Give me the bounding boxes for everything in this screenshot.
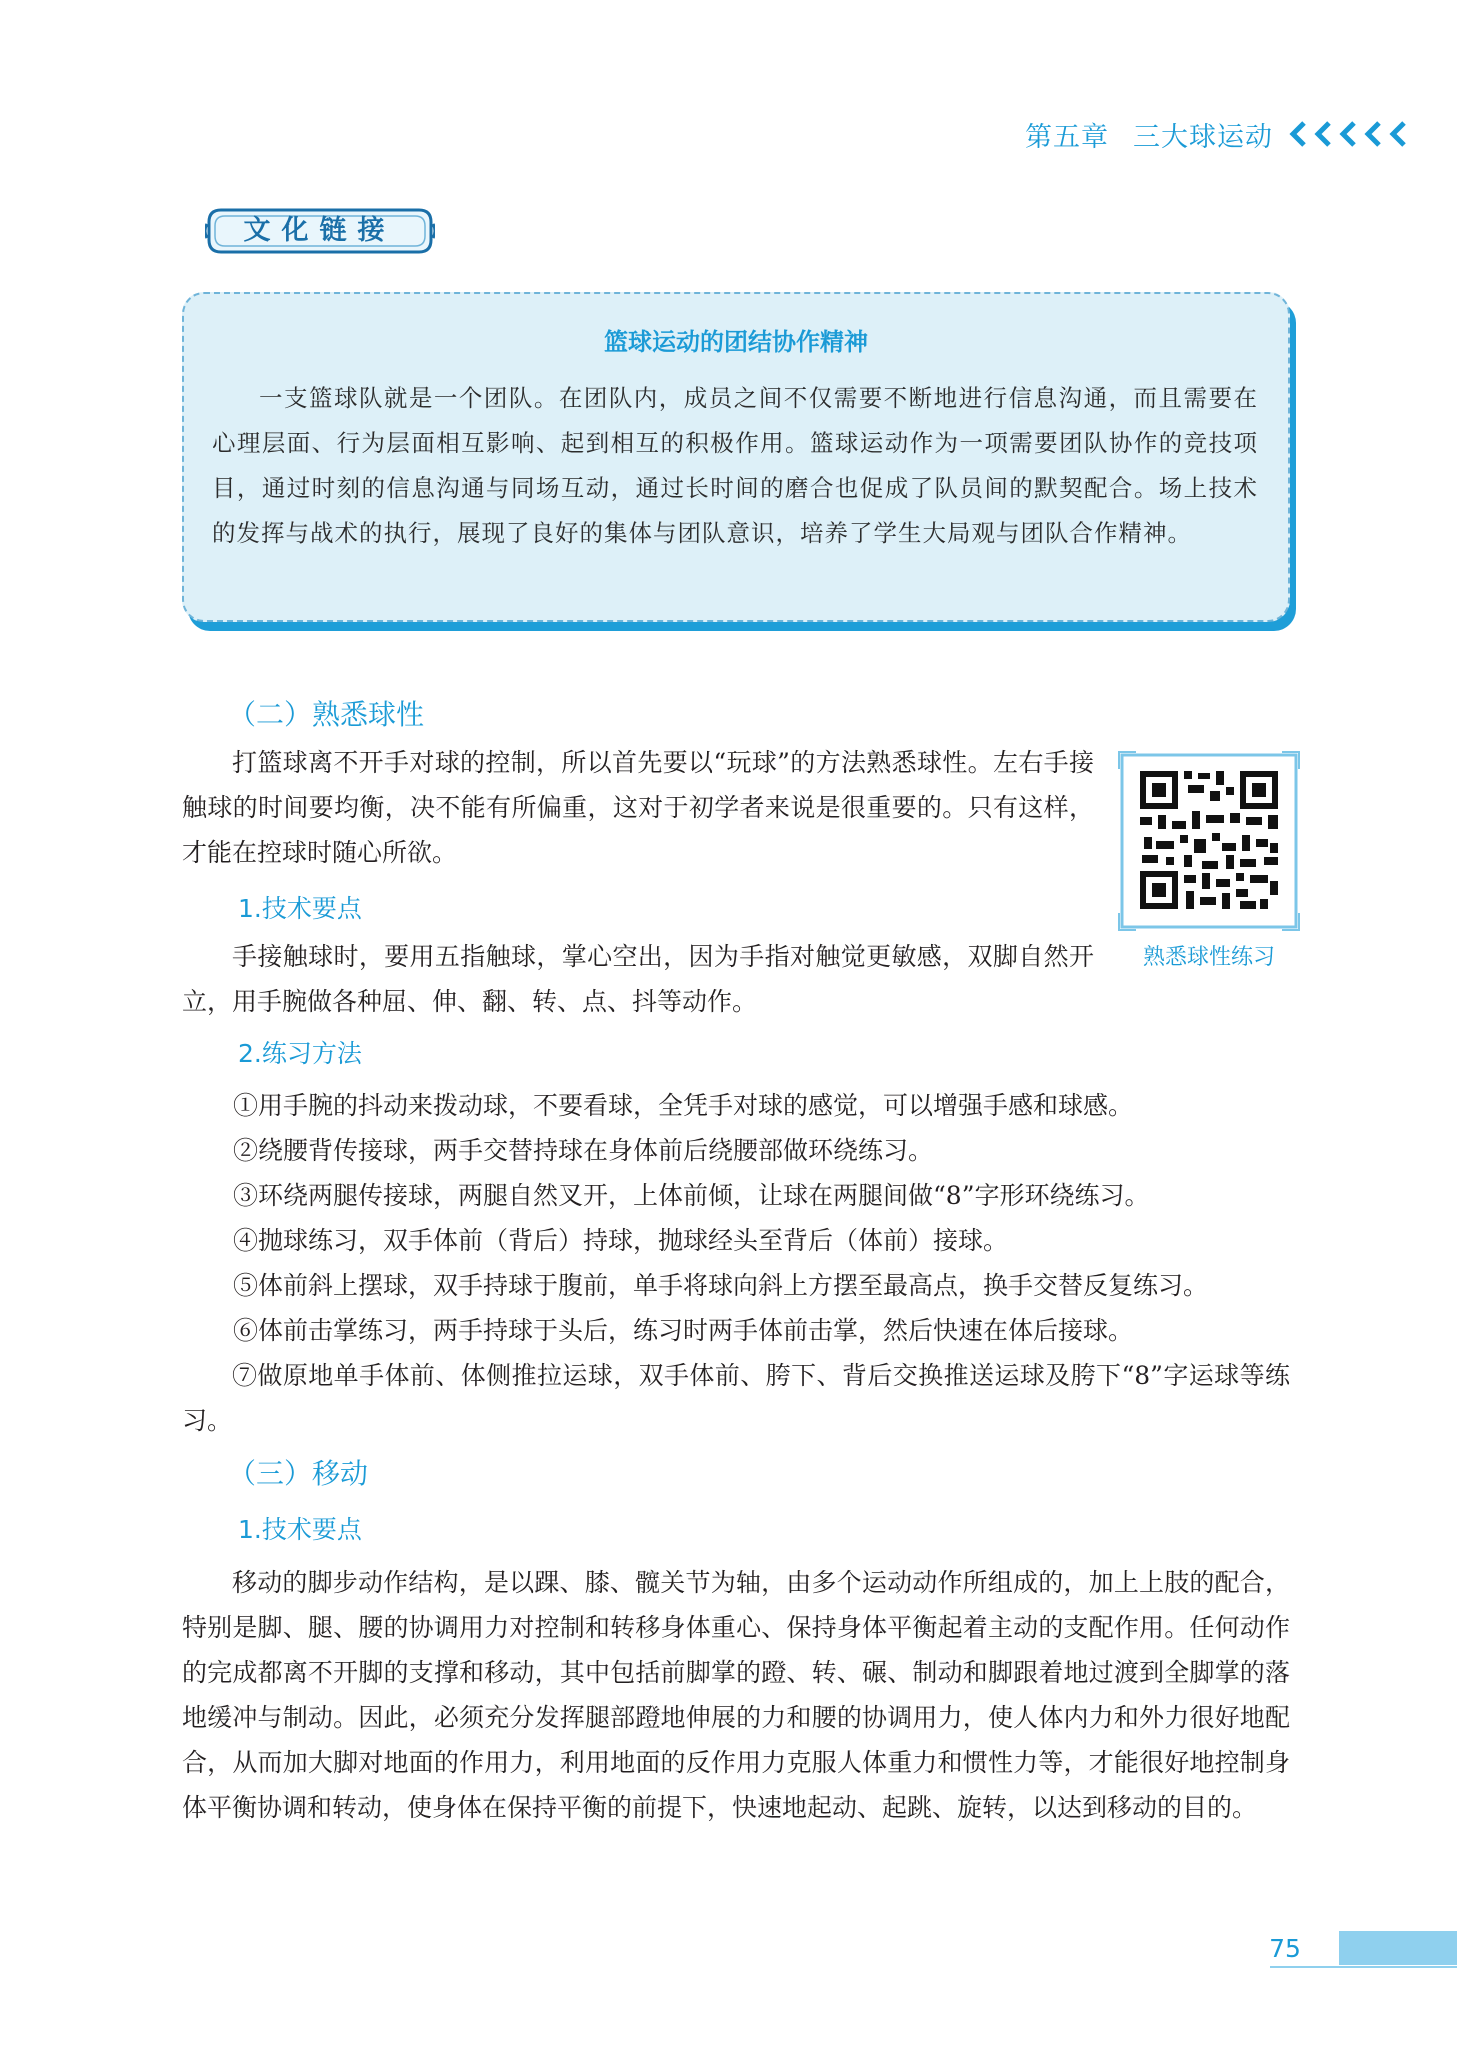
culture-link-title: 篮球运动的团结协作精神 (604, 328, 868, 356)
practice-item: ②绕腰背传接球，两手交替持球在身体前后绕腰部做环绕练习。 (233, 1136, 934, 1165)
page-number-bar (1339, 1931, 1457, 1965)
chevron-left-icon (1312, 120, 1334, 148)
practice-item: ⑦做原地单手体前、体侧推拉运球，双手体前、胯下、背后交换推送运球及胯下“8”字运球等练习。 (182, 1361, 1290, 1435)
chevron-left-icon (1387, 120, 1409, 148)
chevron-left-icon (1337, 120, 1359, 148)
culture-link-box (182, 292, 1290, 622)
tech-points-body: 手接触球时，要用五指触球，掌心空出，因为手指对触觉更敏感，双脚自然开立，用手腕做各种屈、伸、翻、转、点、抖等动作。 (182, 942, 1094, 1016)
movement-tech-body: 移动的脚步动作结构，是以踝、膝、髋关节为轴，由多个运动动作所组成的，加上上肢的配合，特别是脚、腿、腰的协调用力对控制和转移身体重心、保持身体平衡起着主动的支配作用。任何动作的完成都离不开脚的支撑和移动，其中包括前脚掌的蹬、转、碾、制动和脚跟着地过渡到全脚掌的落地缓冲与制动。因此，必须充分发挥腿部蹬地伸展的力和腰的协调用力，使人体内力和外力很好地配合，从而加大脚对地面的作用力，利用地面的反作用力克服人体重力和惯性力等，才能很好地控制身体平衡协调和转动，使身体在保持平衡的前提下，快速地起动、起跳、旋转，以达到移动的目的。 (182, 1568, 1290, 1822)
qr-caption: 熟悉球性练习 (1142, 945, 1275, 970)
chapter-number: 第五章 (1025, 121, 1109, 153)
qr-code[interactable] (1118, 751, 1300, 931)
chevron-left-icons (1287, 120, 1409, 148)
chapter-header (1025, 112, 1409, 156)
section-heading-familiarize: （二）熟悉球性 (228, 698, 425, 731)
practice-heading: 2.练习方法 (238, 1039, 362, 1068)
culture-link-label: 文化链接 (243, 215, 396, 246)
section-heading-movement: （三）移动 (228, 1457, 369, 1490)
chevron-left-icon (1362, 120, 1384, 148)
culture-link-body: 一支篮球队就是一个团队。在团队内，成员之间不仅需要不断地进行信息沟通，而且需要在心理层面、行为层面相互影响、起到相互的积极作用。篮球运动作为一项需要团队协作的竞技项目，通过时刻的信息沟通与同场互动，通过长时间的磨合也促成了队员间的默契配合。场上技术的发挥与战术的执行，展现了良好的集体与团队意识，培养了学生大局观与团队合作精神。 (212, 384, 1258, 547)
chapter-title (1025, 115, 1273, 154)
practice-item: ③环绕两腿传接球，两腿自然叉开，上体前倾，让球在两腿间做“8”字形环绕练习。 (233, 1181, 1150, 1210)
practice-item: ④抛球练习，双手体前（背后）持球，抛球经头至背后（体前）接球。 (233, 1226, 1009, 1255)
tech-points-heading: 1.技术要点 (238, 894, 362, 923)
practice-item: ⑥体前击掌练习，两手持球于头后，练习时两手体前击掌，然后快速在体后接球。 (233, 1316, 1134, 1345)
page-number-underline (1270, 1966, 1457, 1968)
page-number: 75 (1269, 1934, 1301, 1963)
movement-tech-heading: 1.技术要点 (238, 1515, 362, 1544)
chapter-name: 三大球运动 (1133, 121, 1273, 153)
chevron-left-icon (1287, 120, 1309, 148)
culture-link-tag (205, 206, 435, 256)
practice-item: ①用手腕的抖动来拨动球，不要看球，全凭手对球的感觉，可以增强手感和球感。 (233, 1091, 1134, 1120)
section-intro: 打篮球离不开手对球的控制，所以首先要以“玩球”的方法熟悉球性。左右手接触球的时间要均衡，决不能有所偏重，这对于初学者来说是很重要的。只有这样，才能在控球时随心所欲。 (182, 748, 1094, 867)
qr-code-icon (1118, 751, 1300, 931)
practice-item: ⑤体前斜上摆球，双手持球于腹前，单手将球向斜上方摆至最高点，换手交替反复练习。 (233, 1271, 1209, 1300)
